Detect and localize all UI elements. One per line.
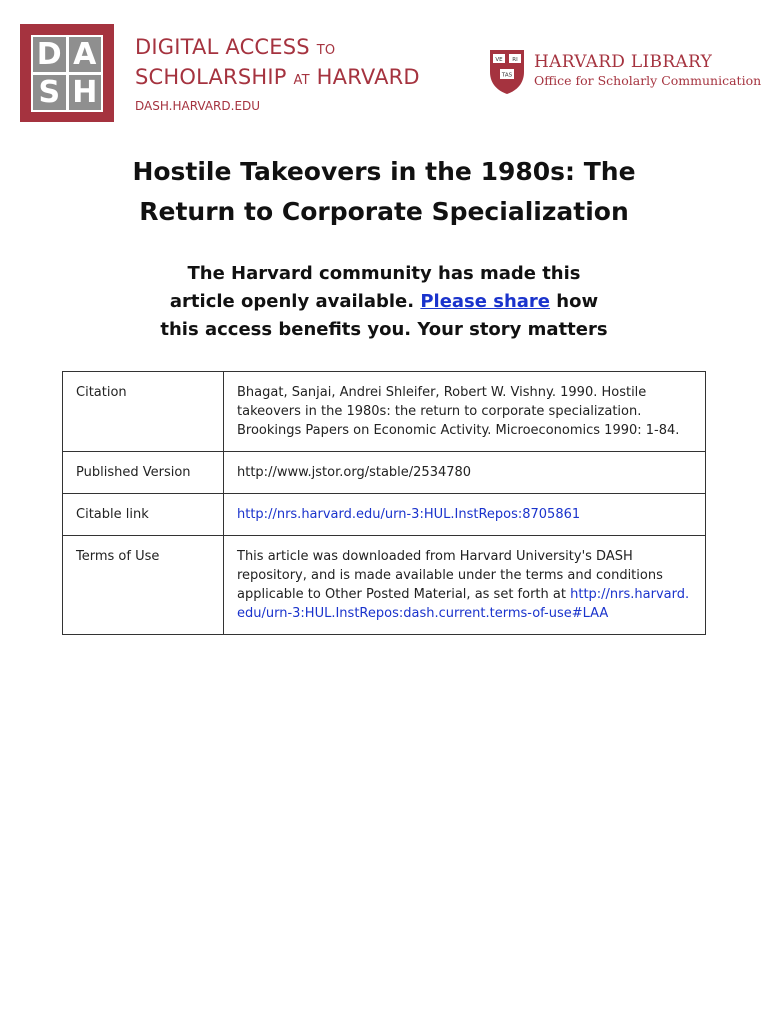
harvard-library-title: HARVARD LIBRARY <box>534 52 713 72</box>
dash-line2-main: SCHOLARSHIP <box>135 65 287 89</box>
notice-line: this access benefits you. Your story matters <box>160 319 608 340</box>
notice-line: how <box>556 291 599 312</box>
dash-logo-letter: H <box>69 75 102 110</box>
metadata-table <box>62 371 706 635</box>
dash-logo-letter: D <box>33 37 66 72</box>
dash-wordmark <box>135 34 420 113</box>
terms-of-use-link[interactable]: http://nrs.harvard.edu/urn-3:HUL.InstRepos:dash.current.terms-of-use#LAA <box>237 587 690 621</box>
table-row <box>63 372 706 452</box>
citable-link-label: Citable link <box>63 494 224 536</box>
published-version-value: http://www.jstor.org/stable/2534780 <box>224 452 706 494</box>
notice-line: The Harvard community has made this <box>187 263 581 284</box>
table-row <box>63 494 706 536</box>
dash-logo-letter: A <box>69 37 102 72</box>
notice-line: article openly available. <box>169 291 415 312</box>
table-row <box>63 452 706 494</box>
published-version-label: Published Version <box>63 452 224 494</box>
harvard-library-subtitle: Office for Scholarly Communication <box>534 73 762 88</box>
open-access-notice <box>0 260 768 344</box>
harvard-shield-icon <box>488 48 526 96</box>
terms-of-use-label: Terms of Use <box>63 536 224 635</box>
article-title-line: Return to Corporate Specialization <box>139 197 629 226</box>
terms-of-use-text: This article was downloaded from Harvard University's DASH repository, and is made available under the terms and conditions applicable to Other Posted Material, as set forth at <box>237 549 663 602</box>
dash-line1-small: TO <box>316 43 336 58</box>
dash-url[interactable]: DASH.HARVARD.EDU <box>135 99 261 113</box>
citation-label: Citation <box>63 372 224 452</box>
dash-line1-main: DIGITAL ACCESS <box>135 35 310 59</box>
citable-link[interactable]: http://nrs.harvard.edu/urn-3:HUL.InstRepos:8705861 <box>237 507 581 522</box>
dash-line2-small: AT <box>293 73 310 88</box>
dash-line2-end: HARVARD <box>316 65 420 89</box>
shield-letters: RI <box>512 57 518 63</box>
table-row <box>63 536 706 635</box>
citation-value: Bhagat, Sanjai, Andrei Shleifer, Robert W. Vishny. 1990. Hostile takeovers in the 1980s: the return to corporate specialization. Brookings Papers on Economic Activity. Microeconomics 1990: 1-84. <box>224 372 706 452</box>
shield-letters: VE <box>495 57 503 63</box>
shield-letters: TAS <box>501 72 513 79</box>
dash-logo[interactable] <box>20 24 114 122</box>
dash-logo-letter: S <box>33 75 66 110</box>
please-share-link[interactable]: Please share <box>420 291 551 312</box>
page-header <box>0 0 768 140</box>
article-title <box>0 152 768 232</box>
article-title-line: Hostile Takeovers in the 1980s: The <box>132 157 636 186</box>
